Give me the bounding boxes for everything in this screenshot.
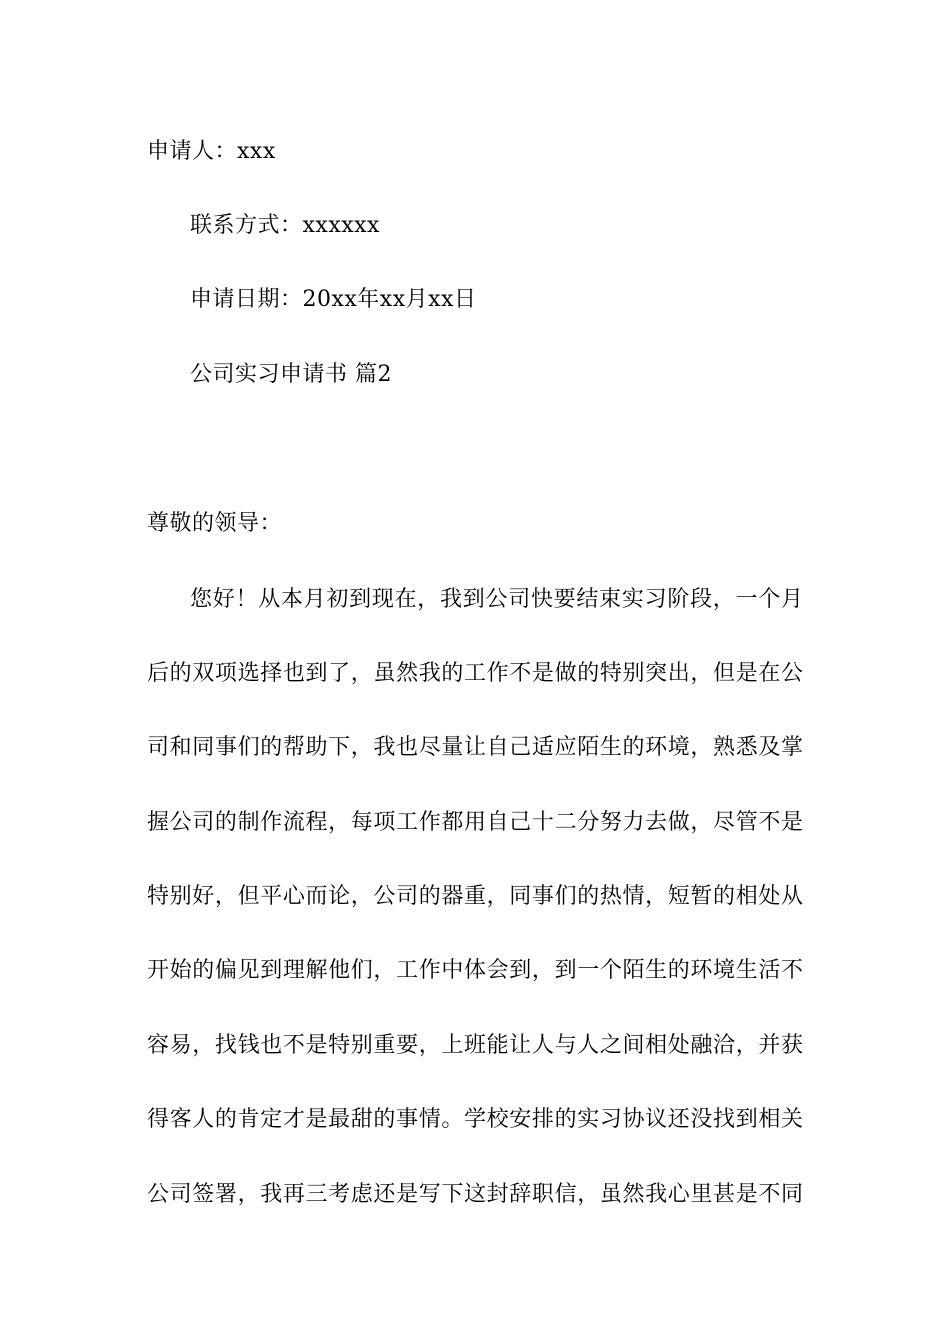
body-line: 得客人的肯定才是最甜的事情。学校安排的实习协议还没找到相关 — [147, 1107, 803, 1132]
body-line: 公司签署，我再三考虑还是写下这封辞职信，虽然我心里甚是不同 — [147, 1182, 803, 1207]
body-line: 后的双项选择也到了，虽然我的工作不是做的特别突出，但是在公 — [147, 661, 803, 686]
body-line: 司和同事们的帮助下，我也尽量让自己适应陌生的环境，熟悉及掌 — [147, 735, 803, 760]
contact-line: 联系方式：xxxxxx — [190, 213, 380, 238]
salutation: 尊敬的领导： — [147, 511, 283, 536]
section-title: 公司实习申请书 篇2 — [190, 362, 392, 387]
body-line: 容易，找钱也不是特别重要，上班能让人与人之间相处融洽，并获 — [147, 1033, 803, 1058]
body-line: 特别好，但平心而论，公司的器重，同事们的热情，短暂的相处从 — [147, 884, 803, 909]
applicant-line: 申请人：xxx — [147, 139, 276, 164]
date-line: 申请日期：20xx年xx月xx日 — [190, 287, 477, 312]
body-line: 握公司的制作流程，每项工作都用自己十二分努力去做，尽管不是 — [147, 810, 803, 835]
body-line: 开始的偏见到理解他们，工作中体会到，到一个陌生的环境生活不 — [147, 958, 803, 983]
body-line: 您好！从本月初到现在，我到公司快要结束实习阶段，一个月 — [190, 587, 803, 612]
